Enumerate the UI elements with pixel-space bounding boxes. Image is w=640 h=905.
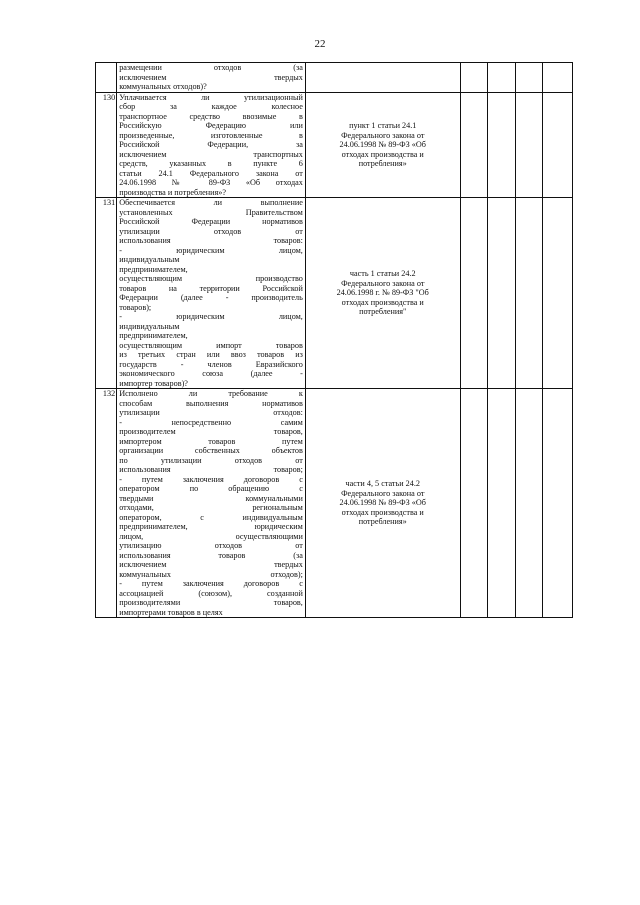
question-line: лицом, осуществляющими	[119, 531, 303, 541]
row-number: 131	[96, 198, 117, 389]
question-line: производства и потребления»?	[119, 187, 226, 197]
row-number	[96, 63, 117, 93]
question-line: - путем заключения договоров с	[119, 579, 303, 588]
question-line: экономического союза (далее -	[119, 369, 303, 378]
question-cell	[117, 63, 306, 93]
question-line: товаров);	[119, 302, 152, 312]
question-line: способам выполнения нормативов	[119, 398, 303, 408]
question-line: транспортное средство ввозимые в	[119, 111, 303, 121]
question-line: установленных Правительством	[119, 207, 303, 217]
reference-line: часть 1 статьи 24.2	[349, 269, 416, 279]
question-line: - непосредственно самим	[119, 417, 303, 427]
answer-yes-cell	[460, 63, 488, 93]
question-line: импортерами товаров в целях	[119, 607, 223, 617]
question-line: Российской Федерации нормативов	[119, 217, 303, 226]
answer-yes-cell	[460, 198, 488, 389]
question-line: использования товаров:	[119, 236, 303, 245]
question-line: утилизации отходов от	[119, 226, 303, 236]
legal-reference-cell	[305, 92, 460, 198]
question-line: производителем товаров,	[119, 427, 303, 436]
table-row	[96, 389, 573, 618]
answer-yes-cell	[460, 389, 488, 618]
question-line: предпринимателем,	[119, 331, 188, 340]
table-row	[96, 63, 573, 93]
answer-no-cell	[488, 92, 516, 198]
note-cell	[543, 92, 573, 198]
question-line: - юридическим лицом,	[119, 312, 303, 321]
answer-no-cell	[488, 63, 516, 93]
answer-na-cell	[515, 198, 543, 389]
question-line: импортер товаров)?	[119, 378, 188, 388]
question-line: государств - членов Евразийского	[119, 359, 303, 369]
question-line: ассоциацией (союзом), созданной	[119, 588, 303, 598]
question-line: утилизации отходов:	[119, 408, 303, 417]
reference-line: части 4, 5 статьи 24.2	[345, 479, 420, 489]
legal-reference-cell	[305, 198, 460, 389]
reference-line: потребления"	[359, 307, 407, 317]
answer-no-cell	[488, 198, 516, 389]
question-cell	[117, 92, 306, 198]
question-line: предпринимателем,	[119, 264, 188, 274]
table-row	[96, 92, 573, 198]
question-line: исключением транспортных	[119, 149, 303, 159]
reference-line: 24.06.1998 г. № 89-ФЗ "Об	[336, 288, 429, 298]
checklist-table	[95, 62, 573, 618]
question-line: Федерации (далее - производитель	[119, 293, 303, 302]
question-line: Исполнено ли требование к	[119, 389, 303, 398]
question-line: Уплачивается ли утилизационный	[119, 92, 303, 102]
question-line: Обеспечивается ли выполнение	[119, 198, 303, 207]
reference-line: пункт 1 статьи 24.1	[349, 121, 417, 130]
question-line: Российской Федерации, за	[119, 140, 303, 149]
question-line: использования товаров (за	[119, 550, 303, 560]
question-line: осуществляющим производство	[119, 274, 303, 283]
reference-line: отходах производства и	[341, 297, 424, 307]
question-line: - путем заключения договоров с	[119, 474, 303, 484]
question-line: сбор за каждое колесное	[119, 102, 303, 111]
reference-line: отходах производства и	[341, 149, 424, 159]
question-line: статьи 24.1 Федерального закона от	[119, 168, 303, 178]
answer-na-cell	[515, 92, 543, 198]
note-cell	[543, 63, 573, 93]
question-cell	[117, 198, 306, 389]
reference-line: 24.06.1998 № 89-ФЗ «Об	[339, 140, 426, 149]
answer-na-cell	[515, 63, 543, 93]
question-line: оператором, с индивидуальным	[119, 512, 303, 522]
question-line: использования товаров;	[119, 465, 303, 474]
reference-line: 24.06.1998 № 89-ФЗ «Об	[339, 498, 426, 508]
note-cell	[543, 198, 573, 389]
question-line: индивидуальным	[119, 321, 180, 331]
row-number: 130	[96, 92, 117, 198]
answer-no-cell	[488, 389, 516, 618]
question-line: - юридическим лицом,	[119, 245, 303, 255]
question-line: производителями товаров,	[119, 598, 303, 607]
question-line: утилизацию отходов от	[119, 541, 303, 550]
question-line: размещении отходов (за	[119, 63, 303, 72]
question-line: организации собственных объектов	[119, 446, 303, 455]
question-line: импортером товаров путем	[119, 436, 303, 446]
legal-reference-cell	[305, 63, 460, 93]
question-line: твердыми коммунальными	[119, 493, 303, 503]
question-cell	[117, 389, 306, 618]
page-number: 22	[314, 38, 326, 50]
question-line: товаров на территории Российской	[119, 283, 303, 293]
table-row	[96, 198, 573, 389]
question-line: оператором по обращению с	[119, 484, 303, 493]
question-line: коммунальных отходов)?	[119, 82, 207, 91]
question-line: 24.06.1998 № 89-ФЗ «Об отходах	[119, 178, 303, 187]
question-line: средств, указанных в пункте 6	[119, 159, 303, 168]
question-line: из третьих стран или ввоз товаров из	[119, 350, 303, 359]
row-number: 132	[96, 389, 117, 618]
question-line: осуществляющим импорт товаров	[119, 340, 303, 350]
reference-line: потребления»	[358, 159, 407, 168]
question-line: исключением твердых	[119, 560, 303, 569]
question-line: исключением твердых	[119, 72, 303, 82]
reference-line: Федерального закона от	[341, 488, 425, 498]
legal-reference-cell	[305, 389, 460, 618]
reference-line: отходах производства и	[341, 507, 424, 517]
reference-line: Федерального закона от	[341, 278, 425, 288]
note-cell	[543, 389, 573, 618]
answer-yes-cell	[460, 92, 488, 198]
question-line: отходами, региональным	[119, 503, 303, 512]
question-line: предпринимателем, юридическим	[119, 522, 303, 531]
question-line: Российскую Федерацию или	[119, 121, 303, 130]
question-line: произведенные, изготовленные в	[119, 130, 303, 140]
answer-na-cell	[515, 389, 543, 618]
question-line: индивидуальным	[119, 255, 180, 264]
reference-line: Федерального закона от	[341, 130, 425, 140]
question-line: по утилизации отходов от	[119, 455, 303, 465]
question-line: коммунальных отходов);	[119, 569, 303, 579]
reference-line: потребления»	[358, 517, 407, 527]
